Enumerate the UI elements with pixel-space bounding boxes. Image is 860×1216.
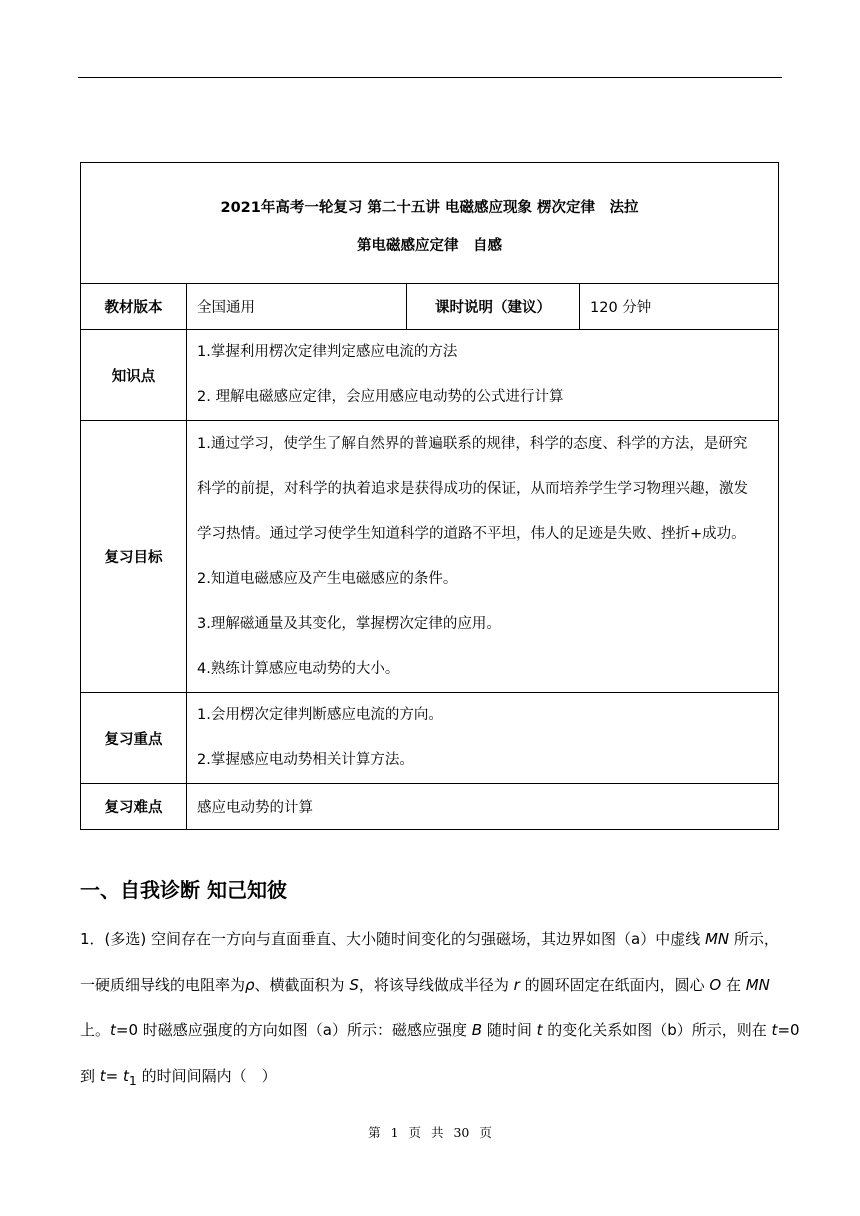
goal-line: 2.知道电磁感应及产生电磁感应的条件。 xyxy=(197,570,458,587)
duration-value: 120 分钟 xyxy=(580,284,779,330)
question-text: 的时间间隔内（ ） xyxy=(136,1066,277,1085)
math-var: ρ xyxy=(245,975,255,994)
duration-label: 课时说明（建议） xyxy=(407,284,580,330)
math-var: t xyxy=(771,1021,778,1039)
document-title xyxy=(81,163,779,284)
question-text: 随时间 xyxy=(482,1021,537,1039)
question-text: 的变化关系如图（b）所示，则在 xyxy=(542,1021,772,1039)
question-line-4 xyxy=(80,1054,784,1100)
question-line-2 xyxy=(80,963,784,1009)
math-var: MN xyxy=(745,975,770,994)
question-line-1 xyxy=(80,917,784,963)
question-text: 1．(多选) 空间存在一方向与直面垂直、大小随时间变化的匀强磁场，其边界如图（a）中虚线 xyxy=(80,930,705,948)
math-var: t xyxy=(536,1021,543,1039)
math-subscript: 1 xyxy=(128,1072,137,1088)
goal-line: 3.理解磁通量及其变化，掌握楞次定律的应用。 xyxy=(197,615,501,632)
question-text: = xyxy=(105,1066,124,1085)
question-text: =0 时磁感应强度的方向如图（a）所示：磁感应强度 xyxy=(115,1021,472,1039)
goal-line: 科学的前提，对科学的执着追求是获得成功的保证，从而培养学生学习物理兴趣，激发 xyxy=(197,480,748,497)
knowledge-content xyxy=(187,330,779,421)
question-text: =0 xyxy=(777,1021,800,1039)
math-var: MN xyxy=(704,930,730,948)
question-text: 到 xyxy=(80,1066,100,1085)
math-var: O xyxy=(709,975,722,994)
lesson-info-table xyxy=(80,162,779,830)
knowledge-label: 知识点 xyxy=(81,330,187,421)
goals-content xyxy=(187,421,779,693)
question-text: 所示， xyxy=(729,930,779,948)
question-text: 、横截面积为 xyxy=(254,975,350,994)
textbook-value: 全国通用 xyxy=(187,284,407,330)
question-text: 上。 xyxy=(80,1021,111,1039)
key-point-item: 2.掌握感应电动势相关计算方法。 xyxy=(197,752,414,768)
question-text: 的圆环固定在纸面内，圆心 xyxy=(519,975,710,994)
question-text: 在 xyxy=(721,975,746,994)
math-var: t xyxy=(123,1066,129,1085)
header-rule xyxy=(78,77,782,78)
goals-label: 复习目标 xyxy=(81,421,187,693)
key-points-content xyxy=(187,693,779,784)
title-line-1: 2021年高考一轮复习 第二十五讲 电磁感应现象 楞次定律 法拉 xyxy=(220,200,639,216)
difficulty-value: 感应电动势的计算 xyxy=(187,784,779,830)
page-footer: 第 1 页 共 30 页 xyxy=(368,1125,492,1140)
question-text: 一硬质细导线的电阻率为 xyxy=(80,975,246,994)
math-var: t xyxy=(99,1066,106,1085)
title-line-2: 第电磁感应定律 自感 xyxy=(357,238,502,254)
math-var: t xyxy=(110,1021,116,1039)
goal-line: 学习热情。通过学习使学生知道科学的道路不平坦，伟人的足迹是失败、挫折+成功。 xyxy=(197,525,746,542)
difficulty-label: 复习难点 xyxy=(81,784,187,830)
question-1 xyxy=(80,917,800,1099)
key-points-label: 复习重点 xyxy=(81,693,187,784)
goal-line: 4.熟练计算感应电动势的大小。 xyxy=(197,660,400,677)
math-var: B xyxy=(471,1021,483,1039)
knowledge-item: 1.掌握利用楞次定律判定感应电流的方法 xyxy=(197,344,458,360)
section-heading: 一、自我诊断 知己知彼 xyxy=(80,878,287,902)
goal-line: 1.通过学习，使学生了解自然界的普遍联系的规律，科学的态度、科学的方法，是研究 xyxy=(197,435,748,452)
question-line-3 xyxy=(80,1008,800,1054)
knowledge-item: 2. 理解电磁感应定律，会应用感应电动势的公式进行计算 xyxy=(197,389,564,405)
math-var: r xyxy=(513,975,520,994)
math-var: S xyxy=(349,975,359,994)
textbook-label: 教材版本 xyxy=(81,284,187,330)
key-point-item: 1.会用楞次定律判断感应电流的方向。 xyxy=(197,707,443,723)
question-text: ，将该导线做成半径为 xyxy=(358,975,514,994)
